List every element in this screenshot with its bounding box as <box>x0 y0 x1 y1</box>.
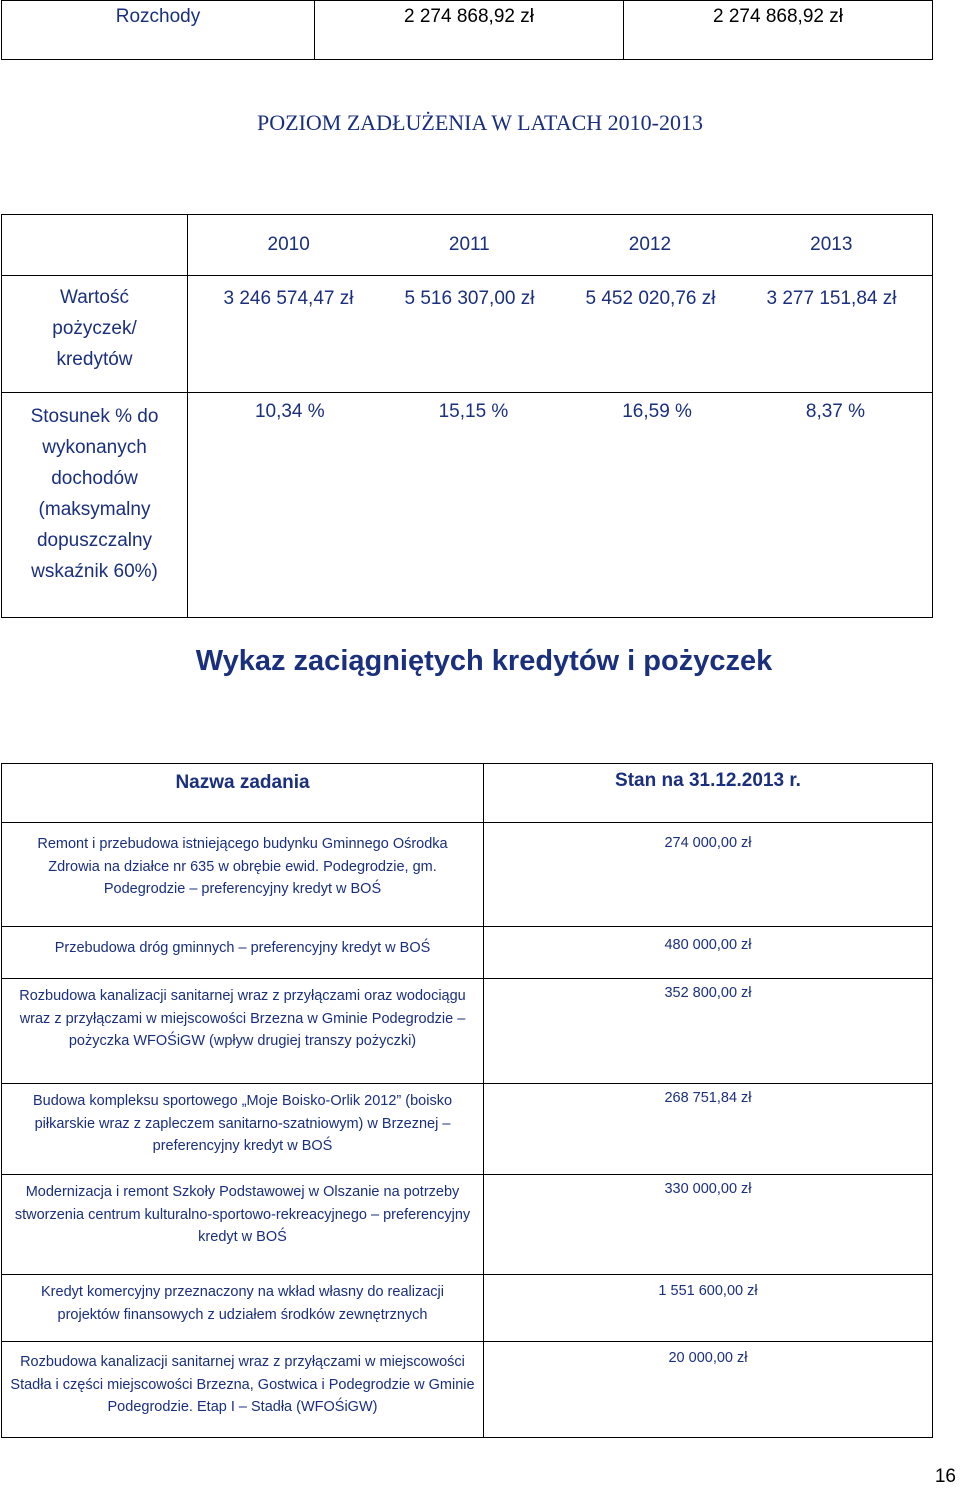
credits-table <box>1 763 933 1438</box>
header-name: Nazwa zadania <box>2 764 484 823</box>
table-row <box>2 1175 933 1275</box>
ratio-value: 8,37 % <box>805 401 866 422</box>
table-row <box>2 1275 933 1342</box>
expenses-row <box>2 1 933 60</box>
debt-value: 5 452 020,76 zł <box>585 288 716 309</box>
task-name: Remont i przebudowa istniejącego budynku Gminnego Ośrodka Zdrowia na działce nr 635 w obrębie ewid. Podegrodzie, gm. Podegrodzie – preferencyjny kredyt w BOŚ <box>2 823 484 927</box>
ratio-value: 15,15 % <box>438 401 509 422</box>
task-amount: 268 751,84 zł <box>484 1084 933 1175</box>
year-2011: 2011 <box>448 234 490 255</box>
debt-value: 5 516 307,00 zł <box>404 288 535 309</box>
table-row <box>2 979 933 1084</box>
task-name: Kredyt komercyjny przeznaczony na wkład własny do realizacji projektów finansowych z udziałem środków zewnętrznych <box>2 1275 484 1342</box>
ratio-value: 16,59 % <box>622 401 692 422</box>
credits-header-row <box>2 764 933 823</box>
table-row <box>2 927 933 979</box>
debt-table <box>1 214 933 618</box>
debt-years-cell <box>188 215 933 276</box>
task-amount: 1 551 600,00 zł <box>484 1275 933 1342</box>
task-amount: 330 000,00 zł <box>484 1175 933 1275</box>
debt-row-values <box>188 276 933 393</box>
credits-title: Wykaz zaciągniętych kredytów i pożyczek <box>195 645 773 677</box>
table-row <box>2 1084 933 1175</box>
expenses-label: Rozchody <box>2 1 315 60</box>
debt-row-label <box>2 276 188 393</box>
expenses-table <box>1 0 933 60</box>
table-row <box>2 1342 933 1438</box>
debt-title: POZIOM ZADŁUŻENIA W LATACH 2010-2013 <box>257 110 703 135</box>
ratio-value: 10,34 % <box>254 401 325 422</box>
task-name: Rozbudowa kanalizacji sanitarnej wraz z przyłączami oraz wodociągu wraz z przyłączami w miejscowości Brzezna w Gminie Podegrodzie – pożyczka WFOŚiGW (wpływ drugiej transzy pożyczki) <box>2 979 484 1084</box>
task-amount: 274 000,00 zł <box>484 823 933 927</box>
debt-row-label-text: Stosunek % do wykonanych dochodów (maksymalny dopuszczalny wskaźnik 60%) <box>30 406 159 582</box>
task-amount: 20 000,00 zł <box>484 1342 933 1438</box>
debt-row-label <box>2 393 188 618</box>
task-name: Rozbudowa kanalizacji sanitarnej wraz z przyłączami w miejscowości Stadła i części miejscowości Brzezna, Gostwica i Podegrodzie w Gminie Podegrodzie. Etap I – Stadła (WFOŚiGW) <box>2 1342 484 1438</box>
task-name: Przebudowa dróg gminnych – preferencyjny kredyt w BOŚ <box>2 927 484 979</box>
debt-header-empty <box>2 215 188 276</box>
expenses-value-plan: 2 274 868,92 zł <box>315 1 624 60</box>
debt-header-row <box>2 215 933 276</box>
expenses-value-exec: 2 274 868,92 zł <box>624 1 933 60</box>
debt-row-loans <box>2 276 933 393</box>
task-amount: 480 000,00 zł <box>484 927 933 979</box>
debt-row-ratio <box>2 393 933 618</box>
header-amount: Stan na 31.12.2013 r. <box>484 764 933 823</box>
page-number: 16 <box>934 1466 956 1487</box>
debt-row-values <box>188 393 933 618</box>
task-name: Modernizacja i remont Szkoły Podstawowej w Olszanie na potrzeby stworzenia centrum kulturalno-sportowo-rekreacyjnego – preferencyjny kredyt w BOŚ <box>2 1175 484 1275</box>
task-amount: 352 800,00 zł <box>484 979 933 1084</box>
task-name: Budowa kompleksu sportowego „Moje Boisko-Orlik 2012” (boisko piłkarskie wraz z zapleczem sanitarno-szatniowym) w Brzeznej – preferencyjny kredyt w BOŚ <box>2 1084 484 1175</box>
debt-value: 3 277 151,84 zł <box>766 288 897 309</box>
year-2010: 2010 <box>267 234 310 255</box>
year-2013: 2013 <box>810 234 853 255</box>
year-2012: 2012 <box>628 234 672 255</box>
table-row <box>2 823 933 927</box>
debt-value: 3 246 574,47 zł <box>223 288 354 309</box>
debt-row-label-text: Wartość pożyczek/ kredytów <box>52 287 137 370</box>
